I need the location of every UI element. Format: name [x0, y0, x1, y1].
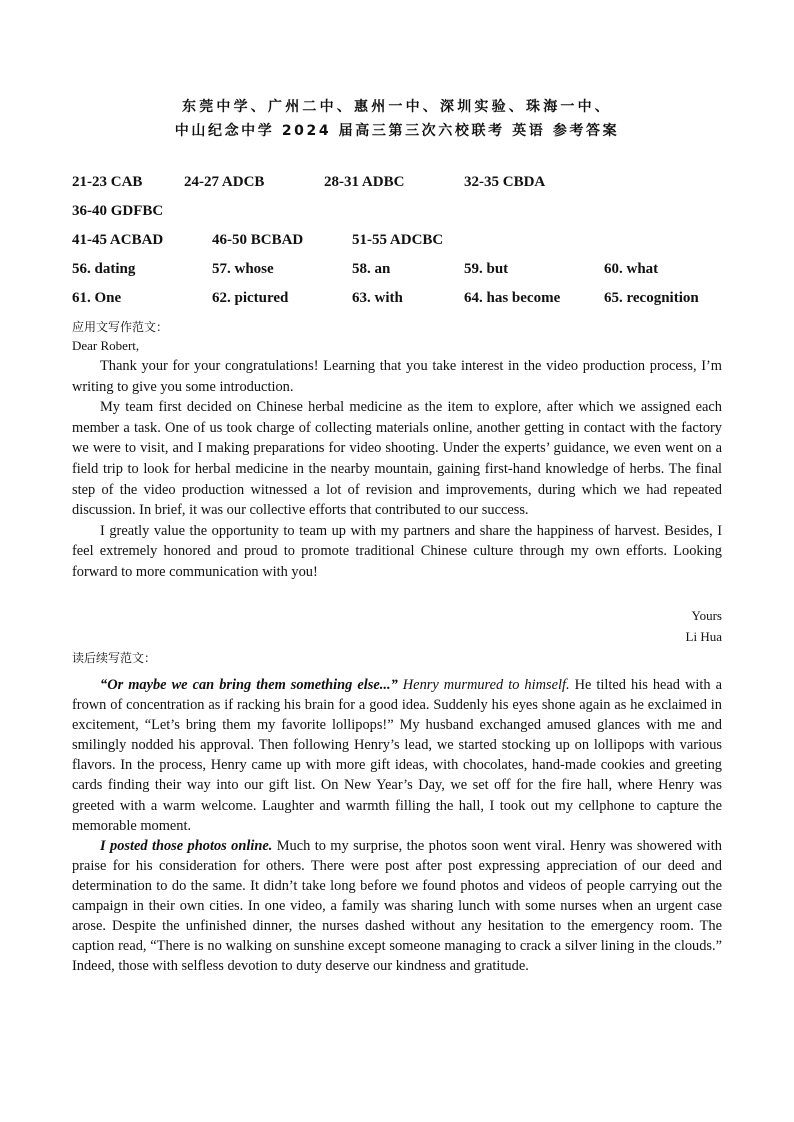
letter-paragraph-2: My team first decided on Chinese herbal medicine as the item to explore, after which we assigned each member a task. One of us took charge of collecting materials online, another getting in contact with the factory we were to visit, and I making preparations for video shooting. Under the experts’ guidance, we even went on a field trip to look for herbal medicine in the nearby mountain, gaining first-hand knowledge of herbs. The final step of the video production witnessed a lot of revision and improvements, during which we had repeated discussion. In brief, it was our collective efforts that contributed to our success. — [72, 399, 722, 519]
letter-body — [72, 356, 722, 583]
letter-closing: Yours — [691, 608, 722, 623]
answer-59: 59. but — [464, 261, 509, 277]
answer-63: 63. with — [352, 290, 403, 306]
paragraph-1-opener-tail: Henry murmured to himself. — [397, 677, 570, 693]
answer-21-23: 21-23 CAB — [72, 174, 143, 190]
answer-row-3 — [72, 230, 752, 250]
answer-64: 64. has become — [464, 290, 561, 306]
continuation-body — [72, 675, 722, 976]
letter-signature: Li Hua — [685, 629, 722, 644]
paragraph-2-body: Much to my surprise, the photos soon went viral. Henry was showered with praise for his consideration for others. There were post after post expressing appreciation of our deed and determination to do the same. It didn’t take long before we found photos and videos of people carrying out the campaign in their own cities. In one video, a family was sharing lunch with some nurses when an urgent case arose. Despite the unfinished dinner, the nurses dashed without any hesitation to the emergency room. The caption read, “There is no walking on sunshine except someone managing to crack a silver lining in the clouds.” Indeed, those with selfless devotion to duty deserve our kindness and gratitude. — [72, 837, 722, 975]
answer-28-31: 28-31 ADBC — [324, 174, 405, 190]
answer-32-35: 32-35 CBDA — [464, 174, 546, 190]
letter-paragraph-1: Thank your for your congratulations! Learning that you take interest in the video production process, I’m writing to give you some introduction. — [72, 358, 722, 395]
paragraph-1-opener: “Or maybe we can bring them something else...” — [100, 677, 398, 693]
letter-paragraph-3: I greatly value the opportunity to team up with my partners and share the happiness of harvest. Besides, I feel extremely honored and proud to promote traditional Chinese culture through my own efforts. Looking forward to more communication with you! — [72, 522, 722, 580]
answer-60: 60. what — [604, 261, 659, 277]
answer-row-5 — [72, 288, 752, 308]
paragraph-1-body: He tilted his head with a frown of concentration as if racking his brain for a good idea. Suddenly his eyes shone again as he exclaimed in excitement, “Let’s bring them my favorite lollipops!” My husband exchanged amused glances with me and smilingly nodded his approval. Then following Henry’s lead, we started stocking up on lollipops with various flavors. In the process, Henry came up with more gift ideas, with chocolates, hand-made cookies and greeting cards finding their way into our gift list. On New Year’s Day, we set off for the fire hall, where Henry was greeted with a warm welcome. Laughter and warmth filling the hall, I took out my cellphone to capture the memorable moment. — [72, 677, 722, 834]
answer-46-50: 46-50 BCBAD — [212, 232, 304, 248]
header-schools: 东莞中学、广州二中、惠州一中、深圳实验、珠海一中、 — [182, 99, 612, 115]
paragraph-2-opener: I posted those photos online. — [100, 837, 273, 854]
answer-36-40: 36-40 GDFBC — [72, 203, 164, 219]
continuation-paragraph-1 — [72, 675, 722, 836]
continuation-writing-label: 读后续写范文： — [72, 651, 157, 665]
answer-row-1 — [72, 172, 752, 192]
answer-row-2 — [72, 201, 752, 221]
continuation-paragraph-2 — [72, 836, 722, 977]
answer-65: 65. recognition — [604, 290, 699, 306]
answer-41-45: 41-45 ACBAD — [72, 232, 164, 248]
answer-51-55: 51-55 ADCBC — [352, 232, 444, 248]
answer-62: 62. pictured — [212, 290, 289, 306]
answer-58: 58. an — [352, 261, 391, 277]
letter-salutation: Dear Robert, — [72, 338, 140, 353]
answer-56: 56. dating — [72, 261, 136, 277]
header-exam-title: 中山纪念中学 2024 届高三第三次六校联考 英语 参考答案 — [174, 123, 620, 139]
answer-61: 61. One — [72, 290, 122, 306]
answer-row-4 — [72, 259, 752, 279]
application-writing-label: 应用文写作范文： — [72, 320, 169, 334]
answer-24-27: 24-27 ADCB — [184, 174, 265, 190]
answer-57: 57. whose — [212, 261, 274, 277]
